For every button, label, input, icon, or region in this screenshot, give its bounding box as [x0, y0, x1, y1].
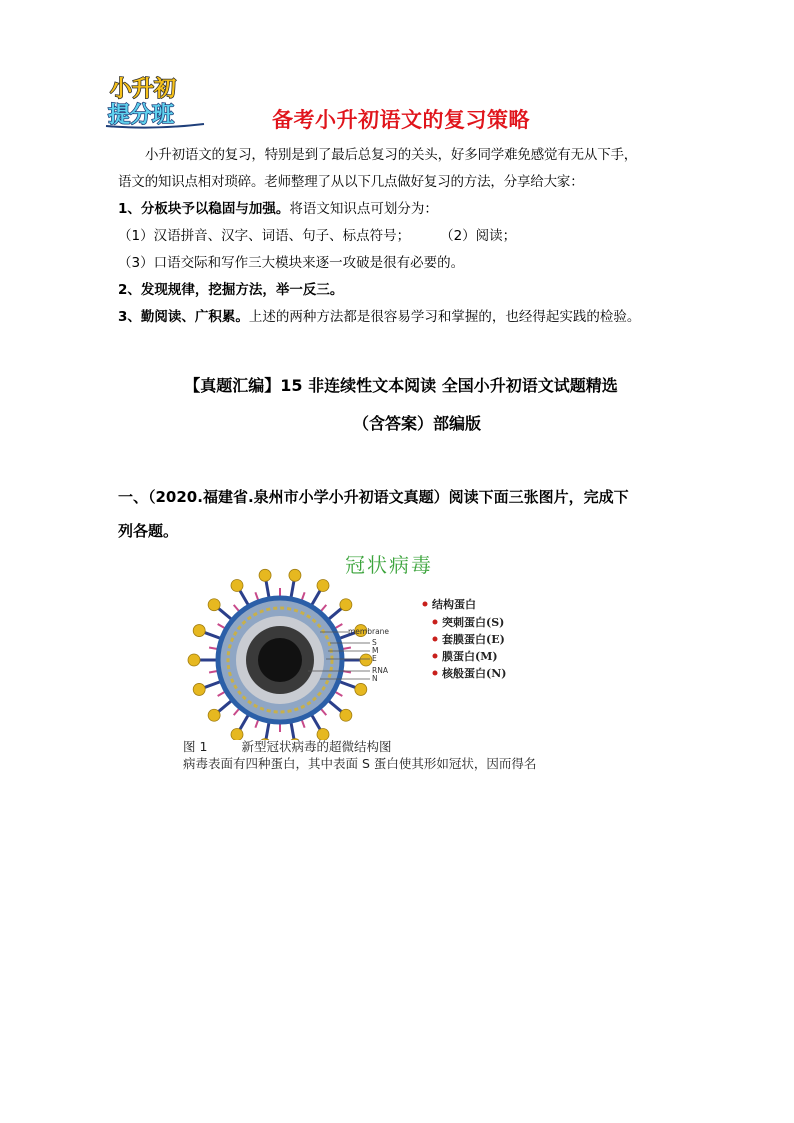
spike-head [208, 599, 220, 611]
spike-head [360, 654, 372, 666]
figure-caption [183, 737, 391, 755]
section-heading-line-1: 【真题汇编】15 非连续性文本阅读 全国小升初语文试题精选 [184, 376, 618, 395]
spike-head [188, 654, 200, 666]
spike-head [289, 569, 301, 581]
legend-dot-3 [433, 654, 438, 659]
strategy-sub-1: （1）汉语拼音、汉字、词语、句子、标点符号； [118, 228, 411, 244]
legend-dot-2 [433, 637, 438, 642]
legend-header: 结构蛋白 [432, 598, 476, 611]
strategy-sub-line-1 [118, 223, 698, 250]
virus-diagram [180, 540, 620, 740]
spike-head [317, 580, 329, 592]
virus-core [258, 638, 302, 682]
virus-illustration [188, 569, 372, 740]
question-1-line-2: 列各题。 [118, 522, 179, 540]
label-membrane: membrane [348, 627, 390, 636]
spike-head [259, 569, 271, 581]
figure-caption-description: 病毒表面有四种蛋白，其中表面 S 蛋白使其形如冠状，因而得名 [183, 756, 537, 771]
strategy-item-1-title: 1、分板块予以稳固与加强。 [118, 201, 290, 217]
label-n: N [372, 674, 378, 683]
section-heading-line-2: （含答案）部编版 [352, 414, 481, 433]
label-rna: RNA [372, 666, 388, 675]
question-1-line-1: 一、（2020.福建省.泉州市小学小升初语文真题）阅读下面三张图片，完成下 [118, 488, 629, 506]
figure-legend [423, 597, 507, 680]
label-m: M [372, 646, 379, 655]
strategy-item-1-text: 将语文知识点可划分为： [289, 201, 438, 217]
logo-text-line2: 提分班 [108, 103, 175, 128]
spike-head [340, 709, 352, 721]
legend-dot-1 [433, 620, 438, 625]
legend-item-4: 核般蛋白(N) [442, 667, 507, 680]
figure-title: 冠状病毒 [345, 553, 433, 577]
label-s: S [372, 638, 377, 647]
legend-item-3: 膜蛋白(M) [442, 650, 498, 663]
page-title: 备考小升初语文的复习策略 [272, 108, 530, 132]
intro-section [118, 142, 698, 331]
strategy-item-3-title: 3、勤阅读、广积累。 [118, 309, 249, 325]
strategy-item-1 [118, 196, 698, 223]
figure-caption-title: 新型冠状病毒的超微结构图 [241, 739, 392, 754]
strategy-item-3 [118, 304, 698, 331]
spike-head [193, 625, 205, 637]
spike-head [208, 709, 220, 721]
strategy-item-2: 2、发现规律，挖掘方法，举一反三。 [118, 282, 344, 298]
spike-head [231, 580, 243, 592]
strategy-sub-3: （3）口语交际和写作三大模块来逐一攻破是很有必要的。 [118, 255, 465, 271]
logo-text-line1: 小升初 [110, 77, 177, 102]
spike-head [355, 683, 367, 695]
spike-head [193, 683, 205, 695]
virus-figure [180, 540, 620, 740]
spike-head [340, 599, 352, 611]
legend-item-2: 套膜蛋白(E) [442, 633, 505, 646]
figure-caption-number: 图 1 [183, 739, 208, 754]
intro-paragraph-2: 语文的知识点相对琐碎。老师整理了从以下几点做好复习的方法，分享给大家： [118, 174, 584, 190]
question-1 [118, 480, 688, 548]
legend-item-1: 突刺蛋白(S) [442, 616, 505, 629]
legend-dot-4 [433, 671, 438, 676]
label-e: E [372, 654, 377, 663]
strategy-item-3-text: 上述的两种方法都是很容易学习和掌握的，也经得起实践的检验。 [248, 309, 641, 325]
strategy-sub-2: （2）阅读； [440, 228, 517, 244]
intro-paragraph-1: 小升初语文的复习，特别是到了最后总复习的关头，好多同学难免感觉有无从下手， [145, 147, 638, 163]
legend-dot-header [423, 602, 428, 607]
